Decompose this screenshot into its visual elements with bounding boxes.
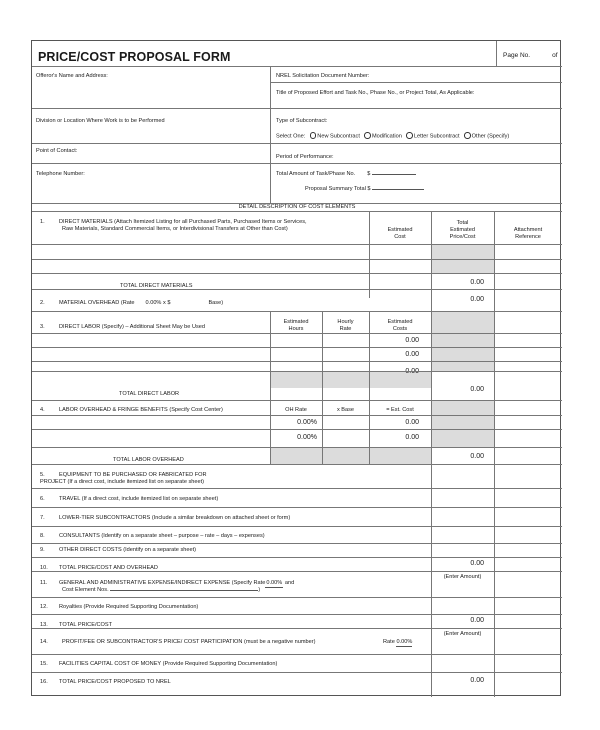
- radio-new-subcontract[interactable]: [310, 132, 317, 139]
- divider: [32, 244, 562, 245]
- divider: [32, 108, 562, 109]
- total-price-cost-overhead-value: 0.00: [470, 560, 484, 567]
- direct-labor-cost: 0.00: [405, 351, 419, 358]
- cost-element-nos-label: Cost Element Nos. ): [62, 587, 261, 593]
- total-direct-materials-label: TOTAL DIRECT MATERIALS: [120, 283, 193, 289]
- divider: [431, 211, 432, 697]
- divider: [270, 82, 562, 83]
- total-amount-task-label: Total Amount of Task/Phase No. $: [276, 171, 416, 178]
- row-number: 7.: [40, 515, 45, 521]
- total-direct-labor-label: TOTAL DIRECT LABOR: [119, 391, 180, 397]
- direct-labor-cost: 0.00: [405, 368, 419, 375]
- divider: [32, 371, 562, 372]
- row-number: 2.: [40, 300, 45, 306]
- telephone-number-label: Telephone Number:: [36, 171, 85, 177]
- form-title: PRICE/COST PROPOSAL FORM: [38, 50, 231, 64]
- divider: [32, 614, 562, 615]
- oh-rate-value: 0.00%: [297, 434, 317, 441]
- enter-amount-label: (Enter Amount): [443, 631, 482, 637]
- equipment-sublabel: PROJECT (If a direct cost, include itemized list on separate sheet): [40, 479, 205, 485]
- divider: [32, 571, 562, 572]
- subcontract-type-options: Select One: New Subcontract Modification Letter Subcontract Other (Specify): [276, 133, 510, 140]
- divider: [270, 66, 271, 203]
- row-number: 12.: [40, 604, 48, 610]
- hourly-rate-header: Hourly Rate: [337, 319, 354, 332]
- total-labor-overhead-value: 0.00: [470, 453, 484, 460]
- estimated-hours-header: Estimated Hours: [283, 319, 309, 332]
- direct-labor-label: DIRECT LABOR (Specify) – Additional Sheet May be Used: [59, 324, 206, 330]
- oh-rate-header: OH Rate: [285, 407, 307, 413]
- divider: [32, 557, 562, 558]
- estimated-cost-header: Estimated Cost: [387, 227, 413, 240]
- total-price-cost-label: TOTAL PRICE/COST: [59, 622, 113, 628]
- general-administrative-label: GENERAL AND ADMINISTRATIVE EXPENSE/INDIRECT EXPENSE (Specify Rate0.00% and: [59, 580, 295, 586]
- nrel-solicitation-label: NREL Solicitation Document Number:: [276, 73, 370, 79]
- divider: [32, 672, 562, 673]
- total-direct-labor-value: 0.00: [470, 386, 484, 393]
- divider: [32, 143, 270, 144]
- offeror-name-label: Offeror's Name and Address:: [36, 73, 108, 79]
- proposal-summary-total-label: Proposal Summary Total $: [305, 186, 424, 193]
- title-of-effort-label: Title of Proposed Effort and Task No., Phase No., or Project Total, As Applicable:: [276, 90, 475, 96]
- total-labor-overhead-label: TOTAL LABOR OVERHEAD: [113, 457, 184, 463]
- divider: [496, 41, 497, 66]
- row-number: 8.: [40, 533, 45, 539]
- row-number: 3.: [40, 324, 45, 330]
- other-direct-costs-label: OTHER DIRECT COSTS (Identify on a separate sheet): [59, 547, 196, 553]
- estimated-cost-header: = Est. Cost: [386, 407, 414, 413]
- direct-materials-sublabel: Raw Materials, Standard Commercial Items, or Interdivisional Transfers at Other than Cost): [62, 226, 288, 232]
- equipment-label: EQUIPMENT TO BE PURCHASED OR FABRICATED FOR: [59, 472, 207, 478]
- row-number: 11.: [40, 580, 48, 586]
- divider: [32, 507, 562, 508]
- divider: [32, 289, 562, 290]
- radio-other[interactable]: [464, 132, 471, 139]
- lower-tier-subcontractors-label: LOWER-TIER SUBCONTRACTORS (Include a similar breakdown on attached sheet or form): [59, 515, 291, 521]
- total-proposed-value: 0.00: [470, 677, 484, 684]
- cost-elements-header: DETAIL DESCRIPTION OF COST ELEMENTS: [238, 204, 356, 210]
- row-number: 15.: [40, 661, 48, 667]
- labor-overhead-cost: 0.00: [405, 434, 419, 441]
- divider: [32, 259, 562, 260]
- divider: [32, 163, 562, 164]
- divider: [32, 628, 562, 629]
- type-of-subcontract-label: Type of Subcontract:: [276, 118, 328, 124]
- travel-label: TRAVEL (If a direct cost, include itemized list on separate sheet): [59, 496, 219, 502]
- consultants-label: CONSULTANTS (Identify on a separate sheet – purpose – rate – days – expenses): [59, 533, 265, 539]
- division-location-label: Division or Location Where Work is to be Performed: [36, 118, 165, 124]
- divider: [32, 543, 562, 544]
- divider: [32, 311, 562, 312]
- radio-modification[interactable]: [364, 132, 371, 139]
- direct-materials-label: DIRECT MATERIALS (Attach Itemized Listing for all Purchased Parts, Purchased Items or Services,: [59, 219, 307, 225]
- royalties-label: Royalties (Provide Required Supporting Documentation): [59, 604, 199, 610]
- divider: [494, 211, 495, 697]
- divider: [32, 526, 562, 527]
- total-price-cost-value: 0.00: [470, 617, 484, 624]
- row-number: 14.: [40, 639, 48, 645]
- profit-fee-label: PROFIT/FEE OR SUBCONTRACTOR'S PRICE/ COST PARTICIPATION (must be a negative number): [62, 639, 316, 645]
- row-number: 16.: [40, 679, 48, 685]
- divider: [32, 66, 562, 67]
- divider: [369, 211, 370, 298]
- row-number: 13.: [40, 622, 48, 628]
- total-estimated-header: Total Estimated Price/Cost: [449, 220, 476, 240]
- shaded-cell: [431, 311, 494, 371]
- divider: [32, 400, 562, 401]
- divider: [32, 415, 562, 416]
- divider: [32, 447, 562, 448]
- labor-overhead-cost: 0.00: [405, 419, 419, 426]
- divider: [32, 211, 562, 212]
- divider: [32, 654, 562, 655]
- material-overhead-value: 0.00: [470, 296, 484, 303]
- x-base-header: x Base: [336, 407, 355, 413]
- attachment-reference-header: Attachment Reference: [513, 227, 543, 240]
- price-cost-proposal-form: [31, 40, 561, 696]
- row-number: 1.: [40, 219, 45, 225]
- estimated-costs-header: Estimated Costs: [387, 319, 413, 332]
- total-direct-materials-value: 0.00: [470, 279, 484, 286]
- enter-amount-label: (Enter Amount): [443, 574, 482, 580]
- shaded-cell: [431, 400, 494, 447]
- direct-labor-cost: 0.00: [405, 337, 419, 344]
- divider: [32, 464, 562, 465]
- divider: [270, 143, 562, 144]
- profit-fee-rate: Rate 0.00%: [383, 639, 413, 645]
- material-overhead-label: MATERIAL OVERHEAD (Rate 0.00% x $ Base): [59, 300, 224, 306]
- divider: [32, 273, 562, 274]
- row-number: 5.: [40, 472, 45, 478]
- shaded-cell: [270, 447, 431, 464]
- total-price-cost-overhead-label: TOTAL PRICE/COST AND OVERHEAD: [59, 565, 158, 571]
- row-number: 6.: [40, 496, 45, 502]
- page-number-label: Page No. of: [503, 52, 558, 59]
- row-number: 10.: [40, 565, 48, 571]
- divider: [32, 597, 562, 598]
- divider: [32, 361, 562, 362]
- oh-rate-value: 0.00%: [297, 419, 317, 426]
- total-proposed-label: TOTAL PRICE/COST PROPOSED TO NREL: [59, 679, 171, 685]
- divider: [32, 347, 562, 348]
- radio-letter-subcontract[interactable]: [406, 132, 413, 139]
- point-of-contact-label: Point of Contact:: [36, 148, 78, 154]
- divider: [32, 429, 562, 430]
- row-number: 9.: [40, 547, 45, 553]
- row-number: 4.: [40, 407, 45, 413]
- divider: [32, 488, 562, 489]
- period-of-performance-label: Period of Performance:: [276, 154, 334, 160]
- labor-overhead-label: LABOR OVERHEAD & FRINGE BENEFITS (Specify Cost Center): [59, 407, 223, 413]
- facilities-capital-label: FACILITIES CAPITAL COST OF MONEY (Provide Required Supporting Documentation): [59, 661, 278, 667]
- divider: [32, 333, 562, 334]
